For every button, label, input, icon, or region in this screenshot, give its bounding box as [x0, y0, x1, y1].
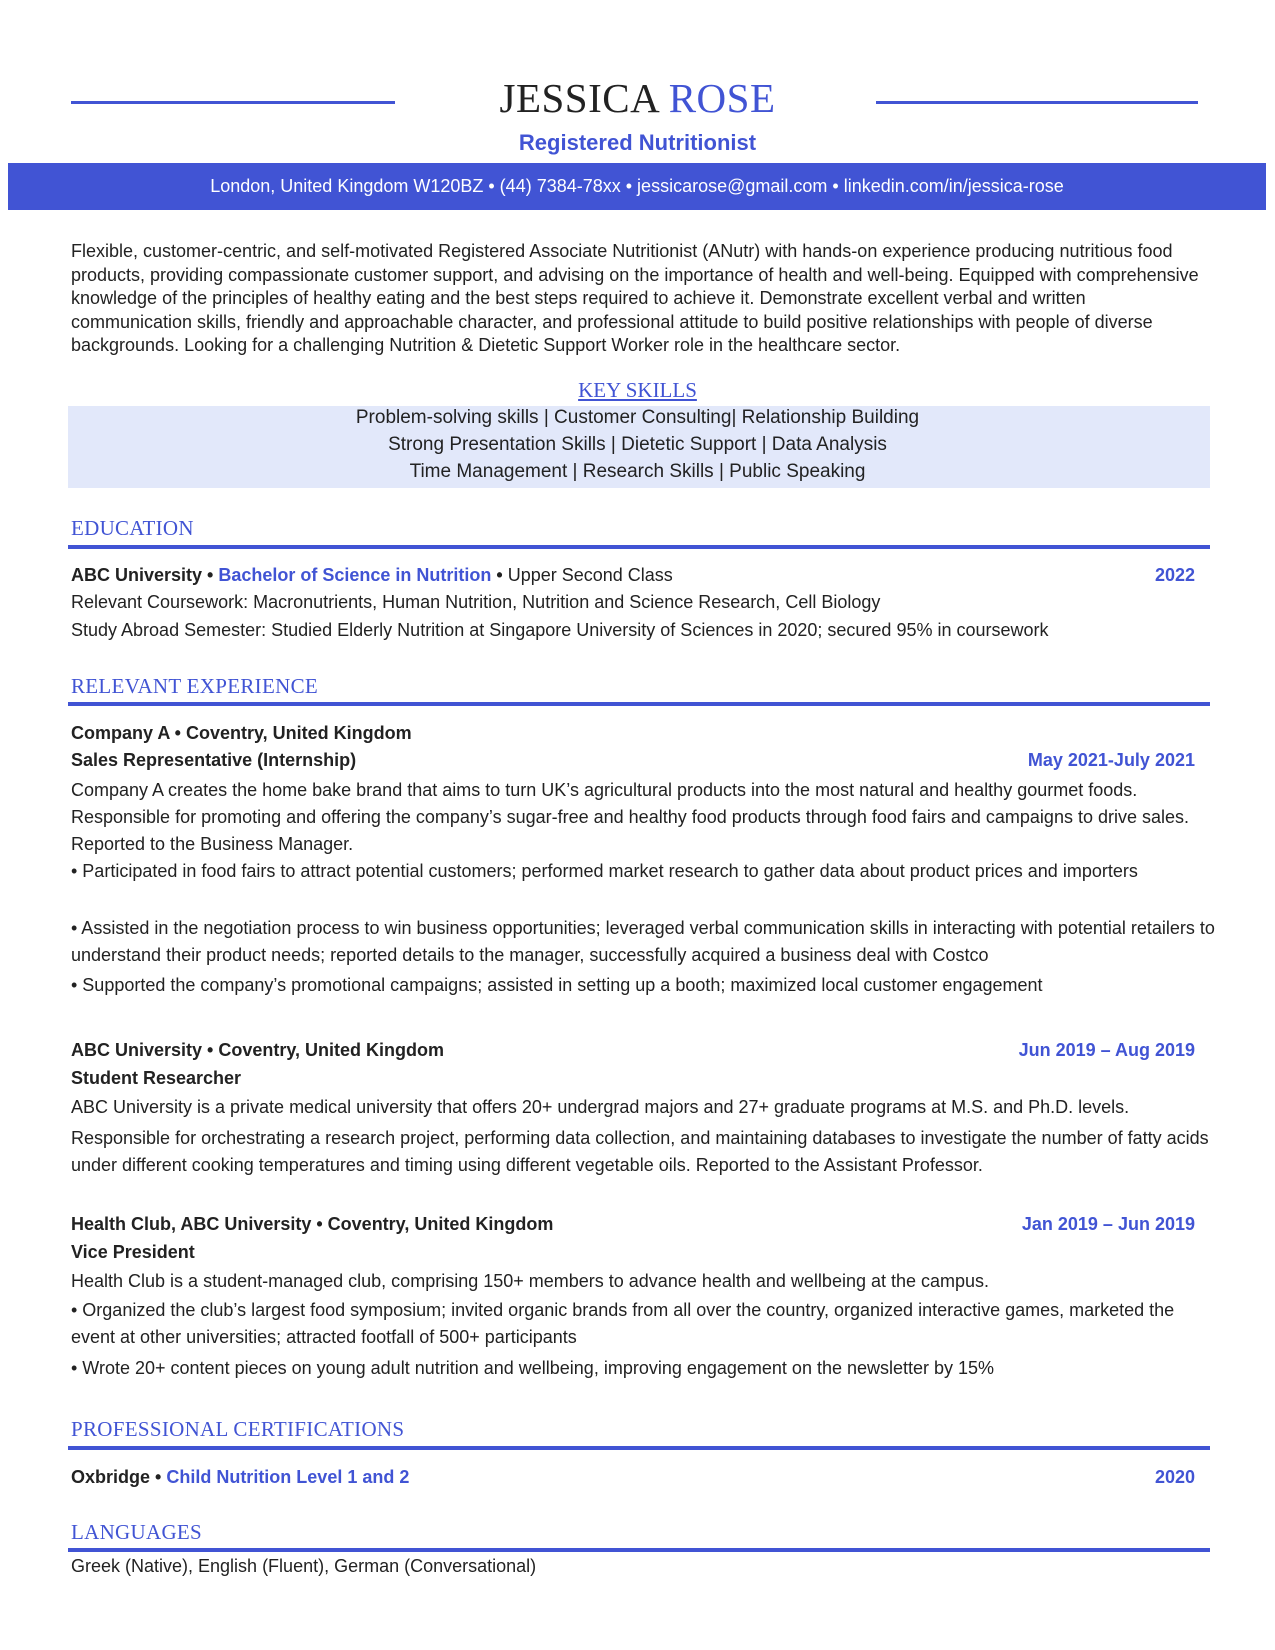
cert-year: 2020	[1154, 1467, 1195, 1487]
skills-title: KEY SKILLS	[578, 378, 697, 402]
section-rule	[68, 1548, 1210, 1552]
skill-line: Strong Presentation Skills | Dietetic Support | Data Analysis	[388, 434, 887, 455]
job-dates: Jan 2019 – Jun 2019	[1021, 1214, 1195, 1234]
job-bullet: • Participated in food fairs to attract potential customers; performed market research to gather data about product prices and importers	[71, 861, 1138, 881]
job-org: Company A • Coventry, United Kingdom	[71, 723, 412, 743]
certifications-title: PROFESSIONAL CERTIFICATIONS	[71, 1417, 405, 1441]
summary: Flexible, customer-centric, and self-motivated Registered Associate Nutritionist (ANutr) with hands-on experience producing nutritious food products, providing compassionate customer support, and advising on the importance of health and well-being. Equipped with comprehensive knowledge of the principles of healthy eating and the best steps required to achieve it. Demonstrate excellent verbal and written communication skills, friendly and approachable character, and professional attitude to build positive relationships with people of diverse backgrounds. Looking for a challenging Nutrition & Dietetic Support Worker role in the healthcare sector.	[71, 241, 1199, 355]
job-bullet: Responsible for orchestrating a research project, performing data collection, and maintaining databases to investigate the number of fatty acids under different cooking temperatures and timing using different vegetable oils. Reported to the Assistant Professor.	[71, 1128, 1209, 1175]
section-rule	[68, 545, 1210, 549]
first-name: JESSICA	[499, 75, 658, 121]
section-rule	[68, 702, 1210, 706]
job-description: Company A creates the home bake brand that aims to turn UK’s agricultural products into the most natural and healthy gourmet foods. Responsible for promoting and offering the company’s sugar-free and healthy food products through food fairs and campaigns to drive sales. Reported to the Business Manager.	[71, 780, 1190, 854]
job-org: Health Club, ABC University • Coventry, United Kingdom	[71, 1214, 554, 1234]
job-description: ABC University is a private medical university that offers 20+ undergrad majors and 27+ graduate programs at M.S. and Ph.D. levels.	[71, 1097, 1130, 1117]
job-role: Student Researcher	[71, 1068, 242, 1088]
job-bullet: • Assisted in the negotiation process to win business opportunities; leveraged verbal communication skills in interacting with potential retailers to understand their product needs; reported details to the manager, successfully acquired a business deal with Costco	[71, 918, 1215, 965]
cert-issuer: Oxbridge	[71, 1467, 151, 1487]
languages-list: Greek (Native), English (Fluent), German (Conversational)	[71, 1556, 537, 1576]
degree-honors: Upper Second Class	[507, 565, 673, 585]
job-org: ABC University • Coventry, United Kingdom	[71, 1040, 445, 1060]
job-role: Vice President	[71, 1242, 195, 1262]
skill-line: Problem-solving skills | Customer Consulting| Relationship Building	[355, 407, 920, 428]
job-role: Sales Representative (Internship)	[71, 750, 357, 770]
experience-title: RELEVANT EXPERIENCE	[71, 674, 319, 698]
cert-name: Child Nutrition Level 1 and 2	[166, 1467, 410, 1487]
job-dates: Jun 2019 – Aug 2019	[1018, 1040, 1195, 1060]
job-dates: May 2021-July 2021	[1027, 750, 1195, 770]
degree-name: Bachelor of Science in Nutrition	[218, 565, 492, 585]
job-title: Registered Nutritionist	[518, 130, 757, 155]
job-description: Health Club is a student-managed club, comprising 150+ members to advance health and wellbeing at the campus.	[71, 1271, 990, 1291]
last-name: ROSE	[668, 75, 776, 121]
section-rule	[68, 1446, 1210, 1450]
skill-line: Time Management | Research Skills | Public Speaking	[409, 461, 866, 482]
education-title: EDUCATION	[71, 516, 194, 540]
candidate-name	[0, 74, 1275, 122]
certification-line: Oxbridge • Child Nutrition Level 1 and 2	[71, 1467, 410, 1487]
school-name: ABC University	[71, 565, 203, 585]
education-degree-line: ABC University • Bachelor of Science in Nutrition • Upper Second Class	[71, 565, 673, 585]
languages-title: LANGUAGES	[71, 1520, 203, 1544]
job-bullet: • Supported the company’s promotional campaigns; assisted in setting up a booth; maximized local customer engagement	[71, 975, 1043, 995]
coursework: Relevant Coursework: Macronutrients, Human Nutrition, Nutrition and Science Research, Cell Biology	[71, 592, 881, 612]
contact-bar: London, United Kingdom W120BZ • (44) 7384-78xx • jessicarose@gmail.com • linkedin.com/in/jessica-rose	[8, 163, 1266, 210]
education-year: 2022	[1154, 565, 1195, 585]
job-bullet: • Wrote 20+ content pieces on young adult nutrition and wellbeing, improving engagement on the newsletter by 15%	[71, 1358, 995, 1378]
study-abroad: Study Abroad Semester: Studied Elderly Nutrition at Singapore University of Sciences in 2020; secured 95% in coursework	[71, 620, 1049, 640]
job-bullet: • Organized the club’s largest food symposium; invited organic brands from all over the country, organized interactive games, marketed the event at other universities; attracted footfall of 500+ participants	[71, 1300, 1175, 1347]
